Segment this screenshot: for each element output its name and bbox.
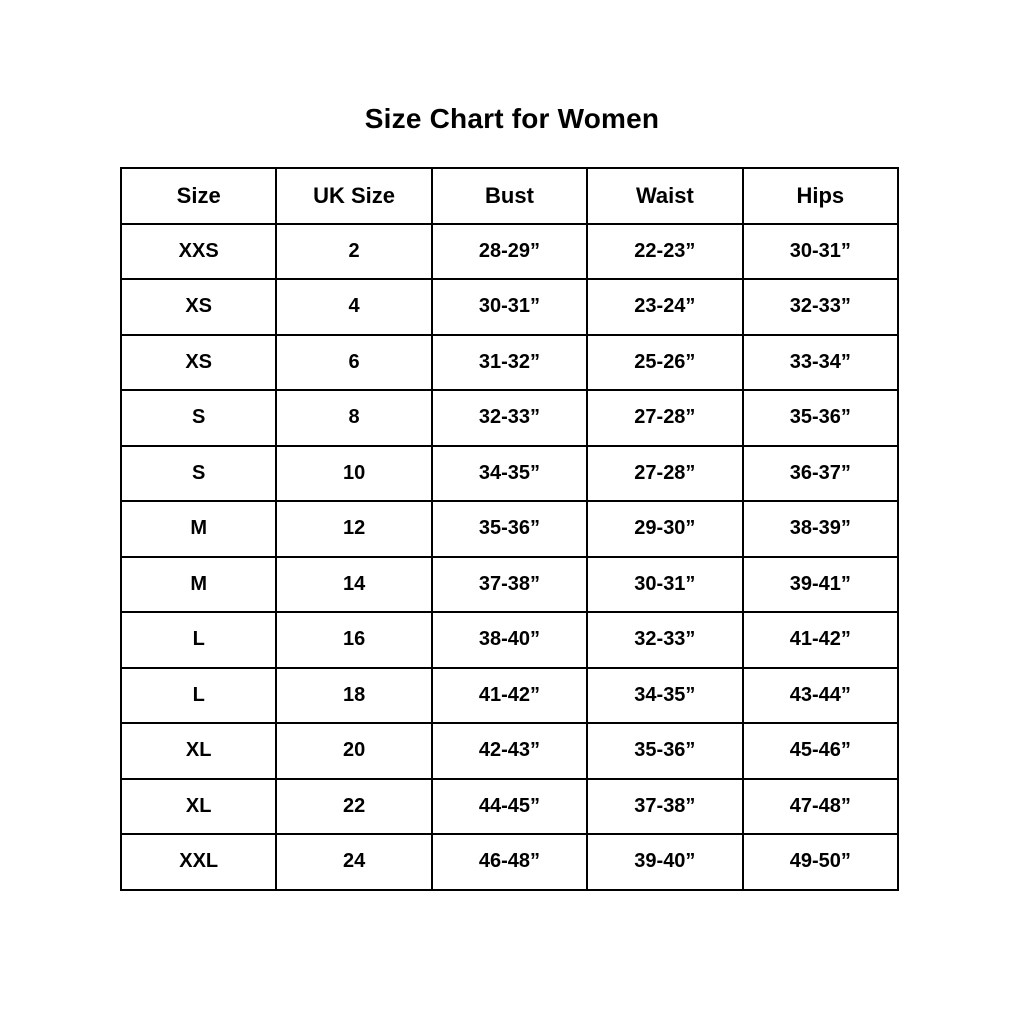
table-cell: 30-31” [743, 224, 898, 280]
table-cell: 42-43” [432, 723, 587, 779]
table-cell: 2 [276, 224, 431, 280]
table-cell: 12 [276, 501, 431, 557]
size-chart-table [120, 167, 899, 891]
table-cell: L [121, 668, 276, 724]
table-cell: 47-48” [743, 779, 898, 835]
table-cell: 23-24” [587, 279, 742, 335]
table-row [121, 279, 898, 335]
table-cell: 22-23” [587, 224, 742, 280]
table-cell: 22 [276, 779, 431, 835]
table-cell: 28-29” [432, 224, 587, 280]
table-cell: 34-35” [432, 446, 587, 502]
table-cell: 16 [276, 612, 431, 668]
table-cell: 4 [276, 279, 431, 335]
table-row [121, 723, 898, 779]
table-cell: 45-46” [743, 723, 898, 779]
table-cell: 44-45” [432, 779, 587, 835]
table-cell: XS [121, 279, 276, 335]
table-cell: 30-31” [432, 279, 587, 335]
table-cell: 39-40” [587, 834, 742, 890]
table-cell: 35-36” [743, 390, 898, 446]
table-cell: XS [121, 335, 276, 391]
table-cell: 20 [276, 723, 431, 779]
table-row [121, 335, 898, 391]
page-title: Size Chart for Women [364, 103, 660, 134]
table-row [121, 834, 898, 890]
table-row [121, 779, 898, 835]
table-cell: 32-33” [587, 612, 742, 668]
column-header: Waist [587, 168, 742, 224]
table-cell: 33-34” [743, 335, 898, 391]
table-cell: 37-38” [587, 779, 742, 835]
table-cell: 43-44” [743, 668, 898, 724]
table-cell: 25-26” [587, 335, 742, 391]
table-cell: 38-39” [743, 501, 898, 557]
table-row [121, 501, 898, 557]
table-cell: 10 [276, 446, 431, 502]
table-cell: 31-32” [432, 335, 587, 391]
table-cell: 35-36” [432, 501, 587, 557]
table-cell: 36-37” [743, 446, 898, 502]
table-cell: 8 [276, 390, 431, 446]
table-row [121, 612, 898, 668]
table-cell: XL [121, 723, 276, 779]
table-cell: 37-38” [432, 557, 587, 613]
table-cell: 32-33” [743, 279, 898, 335]
table-cell: 27-28” [587, 390, 742, 446]
table-cell: 49-50” [743, 834, 898, 890]
table-cell: 14 [276, 557, 431, 613]
table-row [121, 557, 898, 613]
table-cell: 27-28” [587, 446, 742, 502]
table-row [121, 446, 898, 502]
table-cell: 35-36” [587, 723, 742, 779]
table-body [121, 224, 898, 890]
table-cell: 32-33” [432, 390, 587, 446]
column-header: Size [121, 168, 276, 224]
table-cell: 34-35” [587, 668, 742, 724]
table-cell: S [121, 390, 276, 446]
table-cell: 30-31” [587, 557, 742, 613]
table-row [121, 668, 898, 724]
column-header: UK Size [276, 168, 431, 224]
table-cell: 38-40” [432, 612, 587, 668]
table-header [121, 168, 898, 224]
column-header: Bust [432, 168, 587, 224]
table-cell: S [121, 446, 276, 502]
table-cell: 41-42” [743, 612, 898, 668]
table-cell: 24 [276, 834, 431, 890]
table-cell: M [121, 501, 276, 557]
column-header: Hips [743, 168, 898, 224]
table-cell: 29-30” [587, 501, 742, 557]
table-cell: 18 [276, 668, 431, 724]
header-row [121, 168, 898, 224]
table-cell: L [121, 612, 276, 668]
table-cell: XXS [121, 224, 276, 280]
table-cell: 41-42” [432, 668, 587, 724]
table-cell: XL [121, 779, 276, 835]
table-cell: XXL [121, 834, 276, 890]
table-cell: 6 [276, 335, 431, 391]
table-cell: 39-41” [743, 557, 898, 613]
table-cell: 46-48” [432, 834, 587, 890]
table-cell: M [121, 557, 276, 613]
table-row [121, 224, 898, 280]
table-row [121, 390, 898, 446]
